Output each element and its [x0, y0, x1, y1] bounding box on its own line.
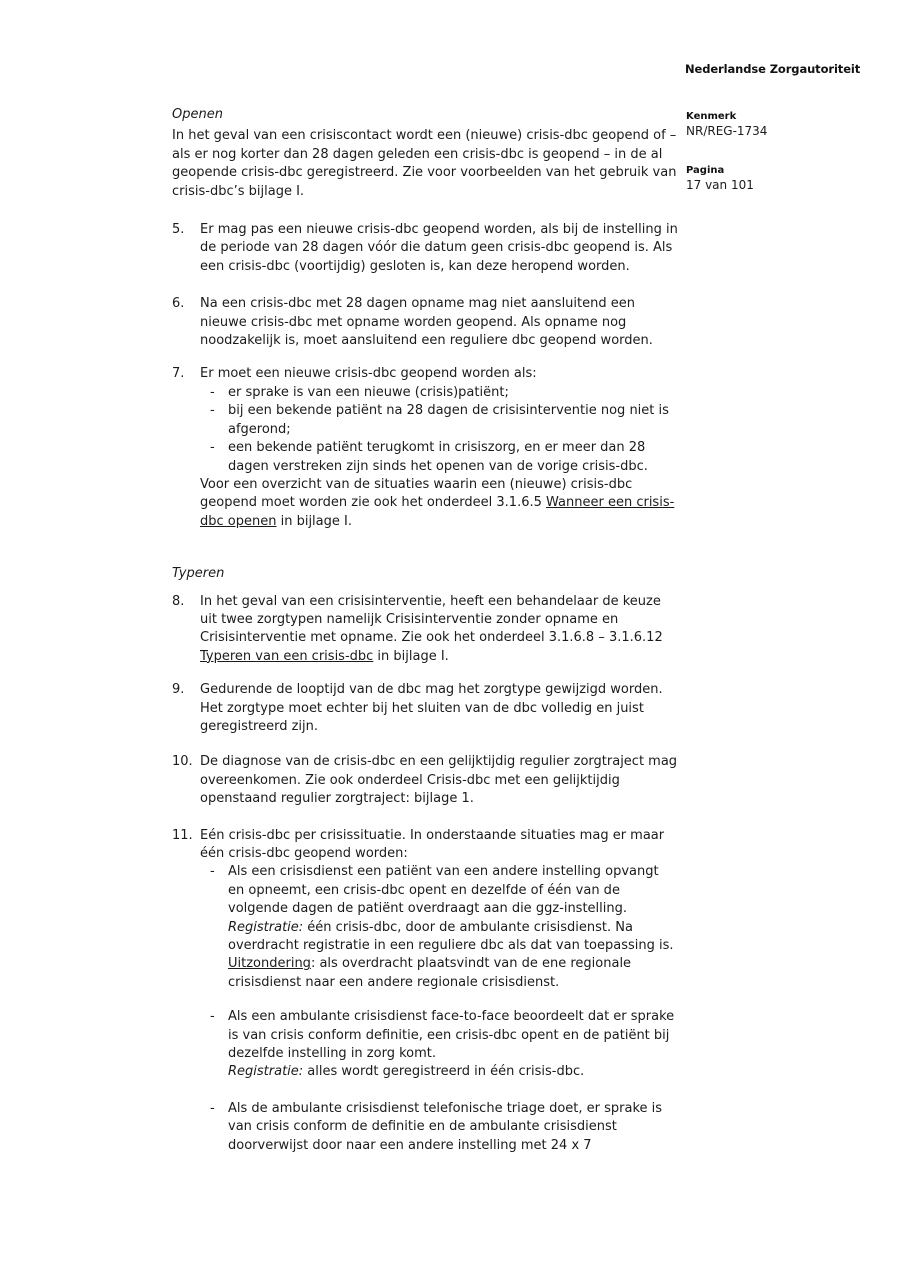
dash-bullet-marker: -	[210, 440, 215, 456]
sub-bullet-text	[228, 1100, 678, 1155]
item-text	[200, 753, 678, 808]
section-heading: Openen	[172, 107, 223, 122]
text-run: Na een crisis-dbc met 28 dagen opname mag niet aansluitend een nieuwe crisis-dbc met opname worden geopend. Als opname nog noodzakelijk is, moet aansluitend een reguliere dbc geopend worden.	[200, 296, 653, 349]
sub-bullet-text	[228, 1008, 678, 1082]
item-text	[200, 221, 678, 276]
dash-bullet-marker: -	[210, 1100, 215, 1116]
text-run: in bijlage I.	[276, 513, 352, 529]
item-lead	[200, 365, 678, 383]
item-lead	[200, 827, 678, 864]
text-run: een bekende patiënt terugkomt in crisiszorg, en er meer dan 28 dagen verstreken zijn sinds het openen van de vorige crisis-dbc.	[228, 440, 648, 474]
sub-bullet	[200, 384, 678, 402]
text-run: In het geval van een crisiscontact wordt een (nieuwe) crisis-dbc geopend of – als er nog korter dan 28 dagen geleden een crisis-dbc is geopend – in de al geopende crisis-dbc geregistreerd. Zie voor voorbeelden van het gebruik van crisis-dbc’s bijlage I.	[172, 128, 677, 199]
text-run: Eén crisis-dbc per crisissituatie. In onderstaande situaties mag er maar één crisis-dbc geopend worden:	[200, 827, 665, 861]
list-item-7	[172, 365, 678, 531]
dash-bullet-marker: -	[210, 403, 215, 419]
item-number: 9.	[172, 682, 185, 698]
item-number: 10.	[172, 754, 193, 770]
text-run: In het geval van een crisisinterventie, heeft een behandelaar de keuze uit twee zorgtypen namelijk Crisisinterventie zonder opname en Crisisinterventie met opname. Zie ook het onderdeel 3.1.6.8 – 3.1.6.12	[200, 593, 663, 646]
text-run: De diagnose van de crisis-dbc en een gelijktijdig regulier zorgtraject mag overeenkomen. Zie ook onderdeel Crisis-dbc met een gelijktijdig openstaand regulier zorgtraject: bijlage 1.	[200, 754, 678, 807]
sub-bullet-text	[228, 384, 678, 402]
sub-bullet	[200, 1008, 678, 1082]
item-text	[200, 827, 678, 1156]
underlined-reference: Uitzondering	[228, 956, 311, 972]
item-number: 5.	[172, 222, 185, 238]
kenmerk-value: NR/REG-1734	[686, 124, 768, 138]
text-run: Er moet een nieuwe crisis-dbc geopend worden als:	[200, 366, 537, 382]
pagina-value: 17 van 101	[686, 178, 754, 192]
text-run: Als een ambulante crisisdienst face-to-face beoordeelt dat er sprake is van crisis conform definitie, een crisis-dbc opent en de patiënt bij dezelfde instelling in zorg komt.	[228, 1009, 675, 1062]
item-lead	[200, 753, 678, 808]
list-item-8	[172, 593, 678, 667]
sub-bullet	[200, 1100, 678, 1155]
sub-bullet-text	[228, 402, 678, 439]
doc-section-openen	[172, 106, 678, 531]
text-run: één crisis-dbc, door de ambulante crisisdienst. Na overdracht registratie in een reguliere dbc als dat van toepassing is.	[228, 919, 674, 954]
text-run: bij een bekende patiënt na 28 dagen de crisisinterventie nog niet is afgerond;	[228, 403, 669, 437]
item-text	[200, 295, 678, 350]
list-item-11	[172, 827, 678, 1156]
item-lead	[200, 681, 678, 736]
document-body	[172, 106, 678, 1155]
dash-bullet-marker: -	[210, 1009, 215, 1025]
item-number: 11.	[172, 827, 193, 843]
underlined-reference: Wanneer een crisis-dbc openen	[200, 495, 675, 529]
item-continuation	[200, 476, 678, 531]
org-name: Nederlandse Zorgautoriteit	[685, 62, 861, 76]
item-number: 7.	[172, 366, 185, 382]
text-run: Voor een overzicht van de situaties waarin een (nieuwe) crisis-dbc geopend moet worden zie ook het onderdeel 3.1.6.5	[200, 476, 633, 511]
text-run: er sprake is van een nieuwe (crisis)patiënt;	[228, 384, 509, 400]
list-item-6	[172, 295, 678, 350]
italic-run: Registratie:	[228, 1064, 304, 1080]
sub-bullet-text	[228, 439, 678, 476]
item-lead	[200, 221, 678, 276]
item-lead	[200, 593, 678, 667]
underlined-reference: Typeren van een crisis-dbc	[200, 648, 374, 664]
text-run: Als de ambulante crisisdienst telefonische triage doet, er sprake is van crisis conform de definitie en de ambulante crisisdienst doorverwijst door naar een andere instelling met 24 x 7	[228, 1100, 663, 1153]
item-text	[200, 365, 678, 531]
italic-run: Registratie:	[228, 919, 304, 935]
sub-bullet	[200, 863, 678, 992]
doc-section-typeren	[172, 565, 678, 1155]
list-item-9	[172, 681, 678, 736]
list-item-10	[172, 753, 678, 808]
sub-bullet	[200, 402, 678, 439]
item-text	[200, 593, 678, 667]
item-number: 6.	[172, 296, 185, 312]
document-meta	[686, 110, 846, 193]
intro-paragraph	[172, 127, 678, 201]
text-run: in bijlage I.	[373, 648, 449, 664]
text-run: Als een crisisdienst een patiënt van een andere instelling opvangt en opneemt, een crisis-dbc opent en dezelfde of één van de volgende dagen de patiënt overdraagt aan die ggz-instelling.	[228, 864, 659, 917]
list-item-5	[172, 221, 678, 276]
pagina-label: Pagina	[686, 165, 725, 176]
item-number: 8.	[172, 593, 185, 609]
dash-bullet-marker: -	[210, 864, 215, 880]
section-heading: Typeren	[172, 566, 225, 582]
text-run: : als overdracht plaatsvindt van de ene regionale crisisdienst naar een andere regionale crisisdienst.	[228, 956, 632, 990]
item-lead	[200, 295, 678, 350]
item-text	[200, 681, 678, 736]
dash-bullet-marker: -	[210, 384, 215, 400]
sub-bullet-text	[228, 863, 678, 992]
kenmerk-label: Kenmerk	[686, 111, 737, 122]
text-run: Er mag pas een nieuwe crisis-dbc geopend worden, als bij de instelling in de periode van 28 dagen vóór die datum geen crisis-dbc geopend is. Als een crisis-dbc (voortijdig) gesloten is, kan deze heropend worden.	[200, 222, 678, 274]
sub-bullet	[200, 439, 678, 476]
text-run: alles wordt geregistreerd in één crisis-dbc.	[303, 1064, 585, 1080]
text-run: Gedurende de looptijd van de dbc mag het zorgtype gewijzigd worden. Het zorgtype moet echter bij het sluiten van de dbc volledig en juist geregistreerd zijn.	[200, 682, 663, 734]
